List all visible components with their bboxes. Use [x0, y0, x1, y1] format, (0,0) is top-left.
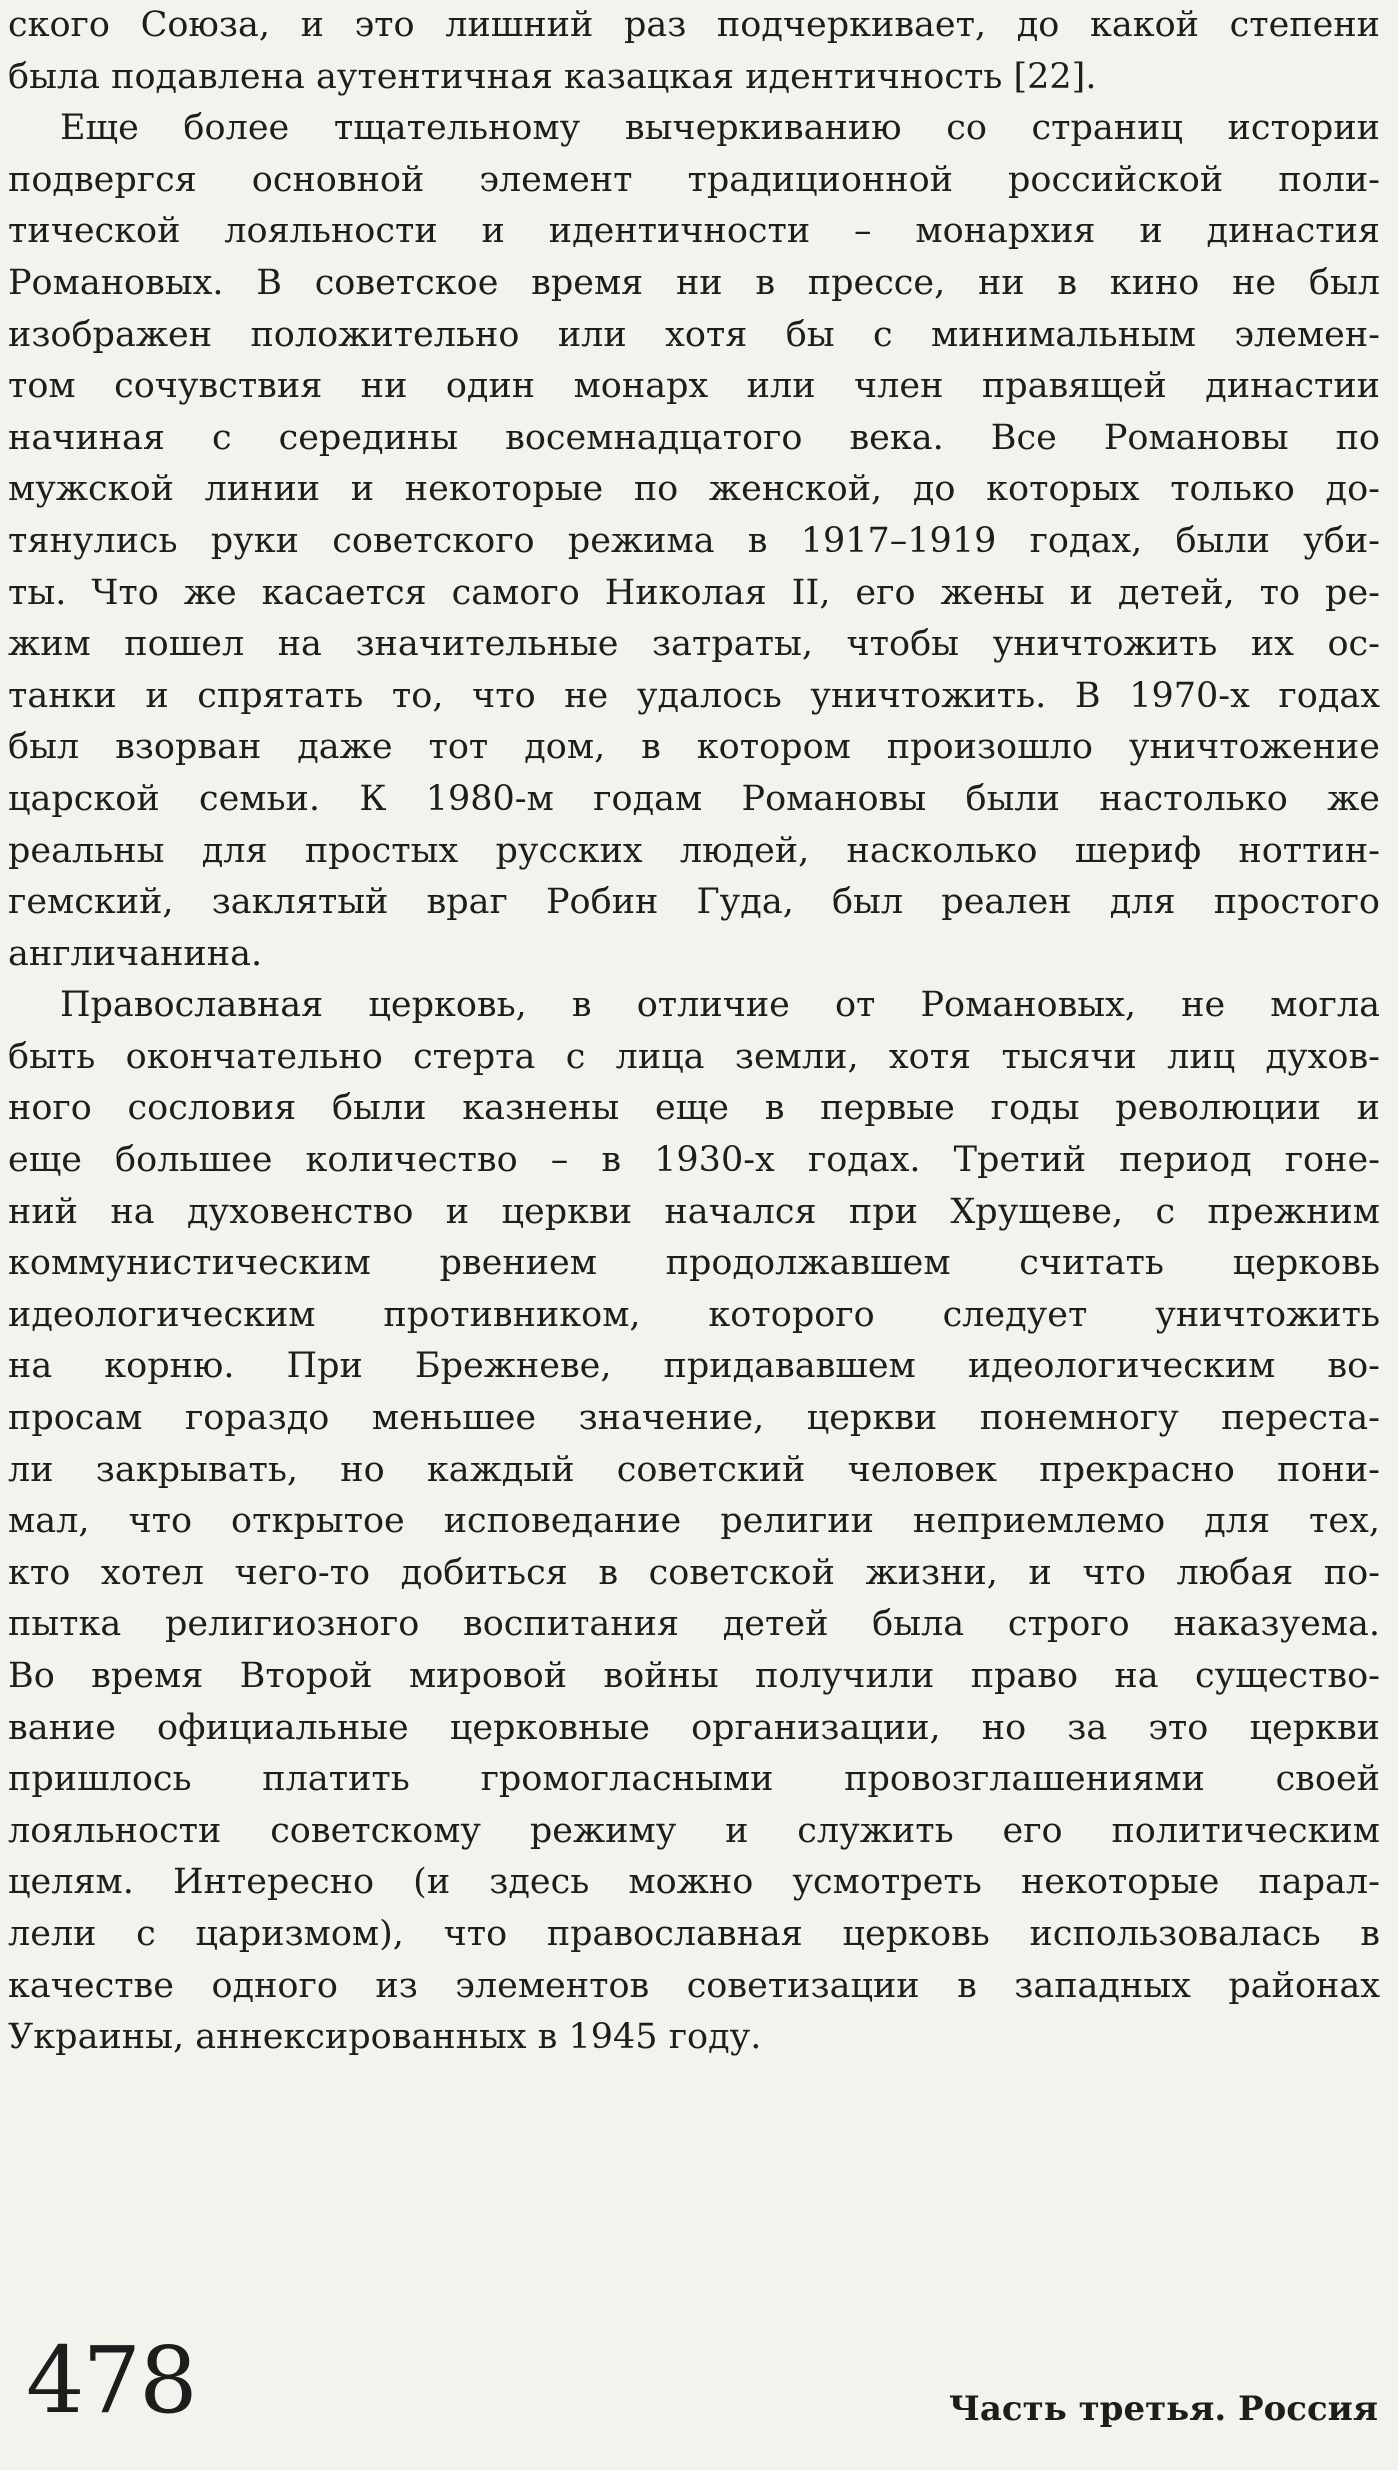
- page-number: 478: [26, 2327, 196, 2434]
- text-line: быть окончательно стерта с лица земли, хотя тысячи лиц духов-: [8, 1036, 1380, 1077]
- text-line: танки и спрятать то, что не удалось уничтожить. В 1970-х годах: [8, 675, 1380, 716]
- text-line: Православная церковь, в отличие от Романовых, не могла: [60, 985, 1380, 1026]
- text-line: ты. Что же касается самого Николая II, его жены и детей, то ре-: [8, 572, 1380, 613]
- text-line: изображен положительно или хотя бы с минимальным элемен-: [8, 314, 1380, 355]
- text-line: тянулись руки советского режима в 1917–1919 годах, были уби-: [8, 520, 1380, 561]
- text-line: была подавлена аутентичная казацкая идентичность [22].: [8, 56, 1097, 97]
- text-line: Еще более тщательному вычеркиванию со страниц истории: [60, 108, 1380, 149]
- text-line: подвергся основной элемент традиционной российской поли-: [8, 159, 1380, 200]
- text-line: реальны для простых русских людей, насколько шериф ноттин-: [8, 830, 1380, 871]
- text-line: Романовых. В советское время ни в прессе, ни в кино не был: [8, 262, 1380, 303]
- text-line: ли закрывать, но каждый советский человек прекрасно пони-: [8, 1449, 1380, 1490]
- text-line: Во время Второй мировой войны получили право на существо-: [8, 1656, 1380, 1696]
- text-line: на корню. При Брежневе, придававшем идеологическим во-: [8, 1346, 1380, 1387]
- text-line: был взорван даже тот дом, в котором произошло уничтожение: [8, 727, 1380, 768]
- text-line: том сочувствия ни один монарх или член правящей династии: [8, 366, 1380, 407]
- text-line: англичанина.: [8, 933, 263, 974]
- text-line: ний на духовенство и церкви начался при Хрущеве, с прежним: [8, 1191, 1380, 1232]
- text-line: кто хотел чего-то добиться в советской жизни, и что любая по-: [8, 1552, 1380, 1593]
- text-line: мужской линии и некоторые по женской, до которых только до-: [8, 469, 1380, 510]
- body-text: [8, 0, 1380, 2064]
- text-line: целям. Интересно (и здесь можно усмотреть некоторые парал-: [8, 1862, 1380, 1903]
- text-line: коммунистическим рвением продолжавшем считать церковь: [8, 1243, 1380, 1284]
- text-line: просам гораздо меньшее значение, церкви понемногу переста-: [8, 1398, 1380, 1439]
- text-line: лели с царизмом), что православная церковь использовалась в: [8, 1913, 1380, 1954]
- text-line: пытка религиозного воспитания детей была строго наказуема.: [8, 1604, 1380, 1645]
- running-title: Часть третья. Россия: [948, 2389, 1378, 2429]
- text-line: вание официальные церковные организации, но за это церкви: [8, 1707, 1380, 1748]
- text-line: еще большее количество – в 1930-х годах. Третий период гоне-: [8, 1140, 1380, 1181]
- text-line: ского Союза, и это лишний раз подчеркивает, до какой степени: [8, 5, 1380, 45]
- text-line: качестве одного из элементов советизации в западных районах: [8, 1965, 1380, 2006]
- text-line: жим пошел на значительные затраты, чтобы уничтожить их ос-: [8, 624, 1380, 665]
- text-line: царской семьи. К 1980-м годам Романовы были настолько же: [8, 778, 1380, 819]
- text-line: Украины, аннексированных в 1945 году.: [8, 2017, 762, 2058]
- text-line: тической лояльности и идентичности – монархия и династия: [8, 211, 1380, 252]
- text-line: пришлось платить громогласными провозглашениями своей: [8, 1759, 1380, 1800]
- text-line: ного сословия были казнены еще в первые годы революции и: [8, 1088, 1380, 1129]
- text-line: гемский, заклятый враг Робин Гуда, был реален для простого: [8, 882, 1380, 923]
- text-line: мал, что открытое исповедание религии неприемлемо для тех,: [8, 1501, 1380, 1542]
- text-line: идеологическим противником, которого следует уничтожить: [8, 1294, 1380, 1335]
- text-line: начиная с середины восемнадцатого века. Все Романовы по: [8, 417, 1380, 458]
- text-line: лояльности советскому режиму и служить его политическим: [8, 1810, 1380, 1851]
